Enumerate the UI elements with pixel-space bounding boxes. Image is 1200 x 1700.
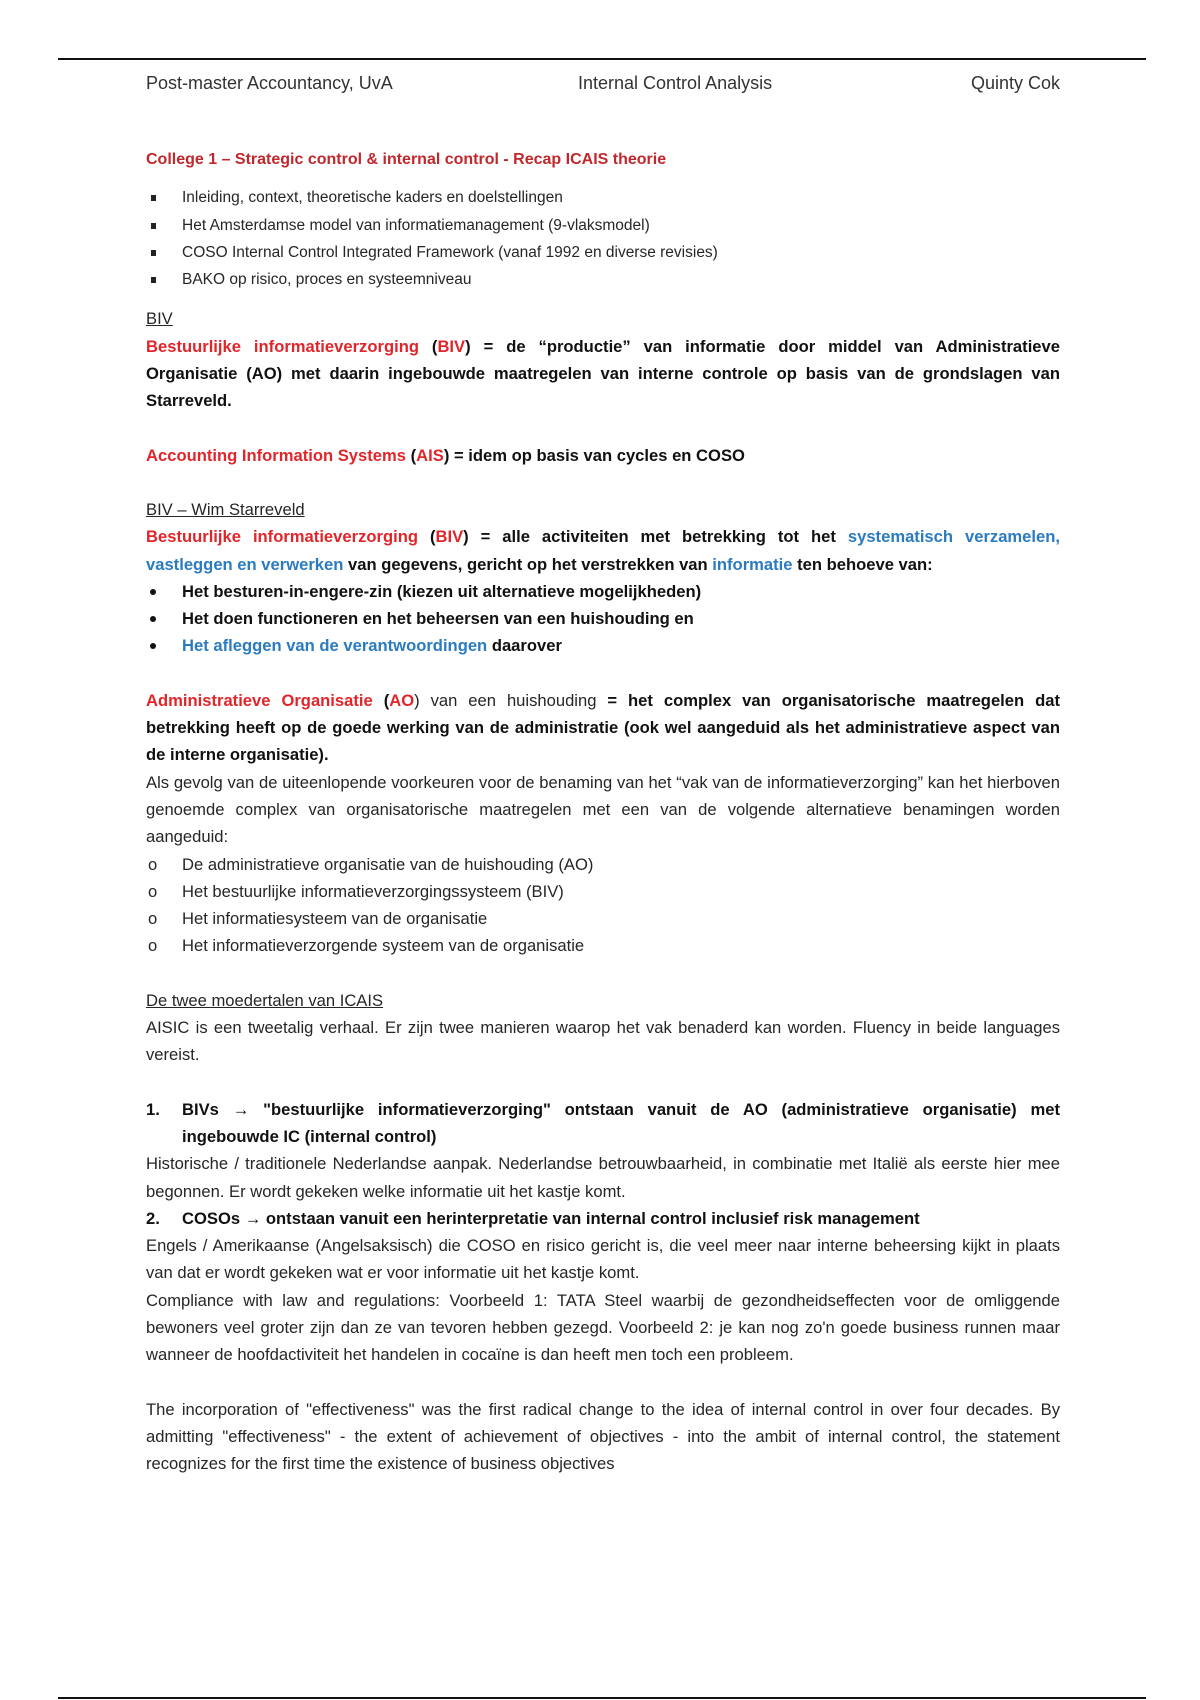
- topic-item: BAKO op risico, proces en systeemniveau: [146, 266, 1060, 293]
- point-2-number: 2.: [146, 1208, 160, 1228]
- ao-definition: [146, 687, 1060, 769]
- text-run: ) = alle activiteiten met betrekking tot het: [463, 527, 848, 547]
- text-run: Het besturen-in-engere-zin (kiezen uit alternatieve mogelijkheden): [182, 581, 702, 601]
- ao-alternatives: [146, 851, 1060, 960]
- text-run: Accounting Information Systems: [146, 445, 406, 465]
- topic-list: [146, 184, 1060, 293]
- wim-heading: BIV – Wim Starreveld: [146, 499, 305, 519]
- wim-bullet: [146, 632, 1060, 659]
- biv-heading: BIV: [146, 309, 173, 329]
- twee-text: AISIC is een tweetalig verhaal. Er zijn twee manieren waarop het vak benaderd kan worden. Fluency in beide languages vereist.: [146, 1018, 1060, 1065]
- topic-item: COSO Internal Control Integrated Framework (vanaf 1992 en diverse revisies): [146, 239, 1060, 266]
- wim-bullet: [146, 578, 1060, 605]
- compliance-text: Compliance with law and regulations: Voorbeeld 1: TATA Steel waarbij de gezondheidseffecten voor de omliggende bewoners veel groter zijn dan ze van tevoren hebben gezegd. Voorbeeld 2: je kan nog zo'n goede business runnen maar wanneer de hoofdactiviteit het handelen in cocaïne is dan heeft men toch een probleem.: [146, 1290, 1060, 1365]
- ao-alternative: o De administratieve organisatie van de huishouding (AO): [146, 851, 1060, 878]
- header-author: Quinty Cok: [970, 73, 1060, 93]
- topic-item: Het Amsterdamse model van informatiemanagement (9-vlaksmodel): [146, 212, 1060, 239]
- text-run: Het doen functioneren en het beheersen van een huishouding en: [182, 609, 694, 629]
- text-run: (: [417, 527, 436, 547]
- text-run: AIS: [416, 445, 444, 465]
- point-1: [146, 1096, 1060, 1151]
- text-run: ) = de “productie” van informatie door middel van Administratieve Organisatie (AO) met daarin ingebouwde maatregelen van interne controle op basis van de grondslagen van Starreveld.: [146, 336, 1060, 411]
- ao-alternative: o Het informatiesysteem van de organisatie: [146, 905, 1060, 932]
- document-body: [146, 146, 1060, 1477]
- point-1-number: 1.: [146, 1099, 160, 1119]
- text-run: Het afleggen van de verantwoordingen: [182, 636, 488, 656]
- footer-rule: [58, 1697, 1146, 1699]
- text-run: van gegevens, gericht op het verstrekken van: [343, 554, 713, 574]
- header-subject: Internal Control Analysis: [578, 73, 773, 93]
- ao-alternative: o Het bestuurlijke informatieverzorgingssysteem (BIV): [146, 878, 1060, 905]
- text-run: (: [406, 445, 417, 465]
- ais-definition: [146, 442, 1060, 469]
- text-run: ) van een huishouding: [414, 690, 608, 710]
- wim-definition: [146, 523, 1060, 578]
- text-run: Bestuurlijke informatieverzorging: [146, 527, 418, 547]
- point-1-text: BIVs → "bestuurlijke informatieverzorging" ontstaan vanuit de AO (administratieve organisatie) met ingebouwde IC (internal control): [182, 1099, 1060, 1146]
- topic-item: Inleiding, context, theoretische kaders en doelstellingen: [146, 184, 1060, 211]
- point-2-text: COSOs → ontstaan vanuit een herinterpretatie van internal control inclusief risk management: [182, 1208, 920, 1228]
- text-run: ten behoeve van:: [792, 554, 933, 574]
- point-2-explanation: Engels / Amerikaanse (Angelsaksisch) die COSO en risico gericht is, die veel meer naar interne beheersing kijkt in plaats van dat er wordt gekeken wat er voor informatie uit het kastje komt.: [146, 1236, 1060, 1283]
- text-run: ) = idem op basis van cycles en COSO: [443, 445, 745, 465]
- header-course: Post-master Accountancy, UvA: [146, 73, 393, 93]
- text-run: AO: [389, 690, 415, 710]
- text-run: systematisch verzamelen, vastleggen en verwerken: [146, 527, 1060, 574]
- text-run: (: [418, 336, 438, 356]
- point-2: [146, 1205, 1060, 1232]
- text-run: BIV: [437, 336, 466, 356]
- text-run: Bestuurlijke informatieverzorging: [146, 336, 419, 356]
- ao-alternative: o Het informatieverzorgende systeem van de organisatie: [146, 932, 1060, 959]
- effectiveness-text: The incorporation of "effectiveness" was the first radical change to the idea of internal control in over four decades. By admitting "effectiveness" - the extent of achievement of objectives - into the ambit of internal control, the statement recognizes for the first time the existence of business objectives: [146, 1399, 1060, 1474]
- ao-text: Als gevolg van de uiteenlopende voorkeuren voor de benaming van het “vak van de informatieverzorging” kan het hierboven genoemde complex van organisatorische maatregelen met een van de volgende alternatieve benamingen worden aangeduid:: [146, 772, 1060, 847]
- text-run: informatie: [712, 554, 793, 574]
- text-run: = het complex van organisatorische maatregelen dat betrekking heeft op de goede werking van de administratie (ook wel aangeduid als het administratieve aspect van de interne organisatie).: [146, 690, 1060, 765]
- wim-bullets: [146, 578, 1060, 660]
- biv-definition: [146, 333, 1060, 415]
- text-run: Administratieve Organisatie: [146, 690, 373, 710]
- section-title: College 1 – Strategic control & internal control - Recap ICAIS theorie: [146, 151, 667, 168]
- text-run: BIV: [435, 527, 464, 547]
- header-rule: [58, 58, 1146, 60]
- point-1-explanation: Historische / traditionele Nederlandse aanpak. Nederlandse betrouwbaarheid, in combinatie met Italië als eerste hier mee begonnen. Er wordt gekeken welke informatie uit het kastje komt.: [146, 1154, 1060, 1201]
- twee-heading: De twee moedertalen van ICAIS: [146, 990, 384, 1010]
- wim-bullet: [146, 605, 1060, 632]
- text-run: (: [372, 690, 390, 710]
- text-run: daarover: [487, 636, 562, 656]
